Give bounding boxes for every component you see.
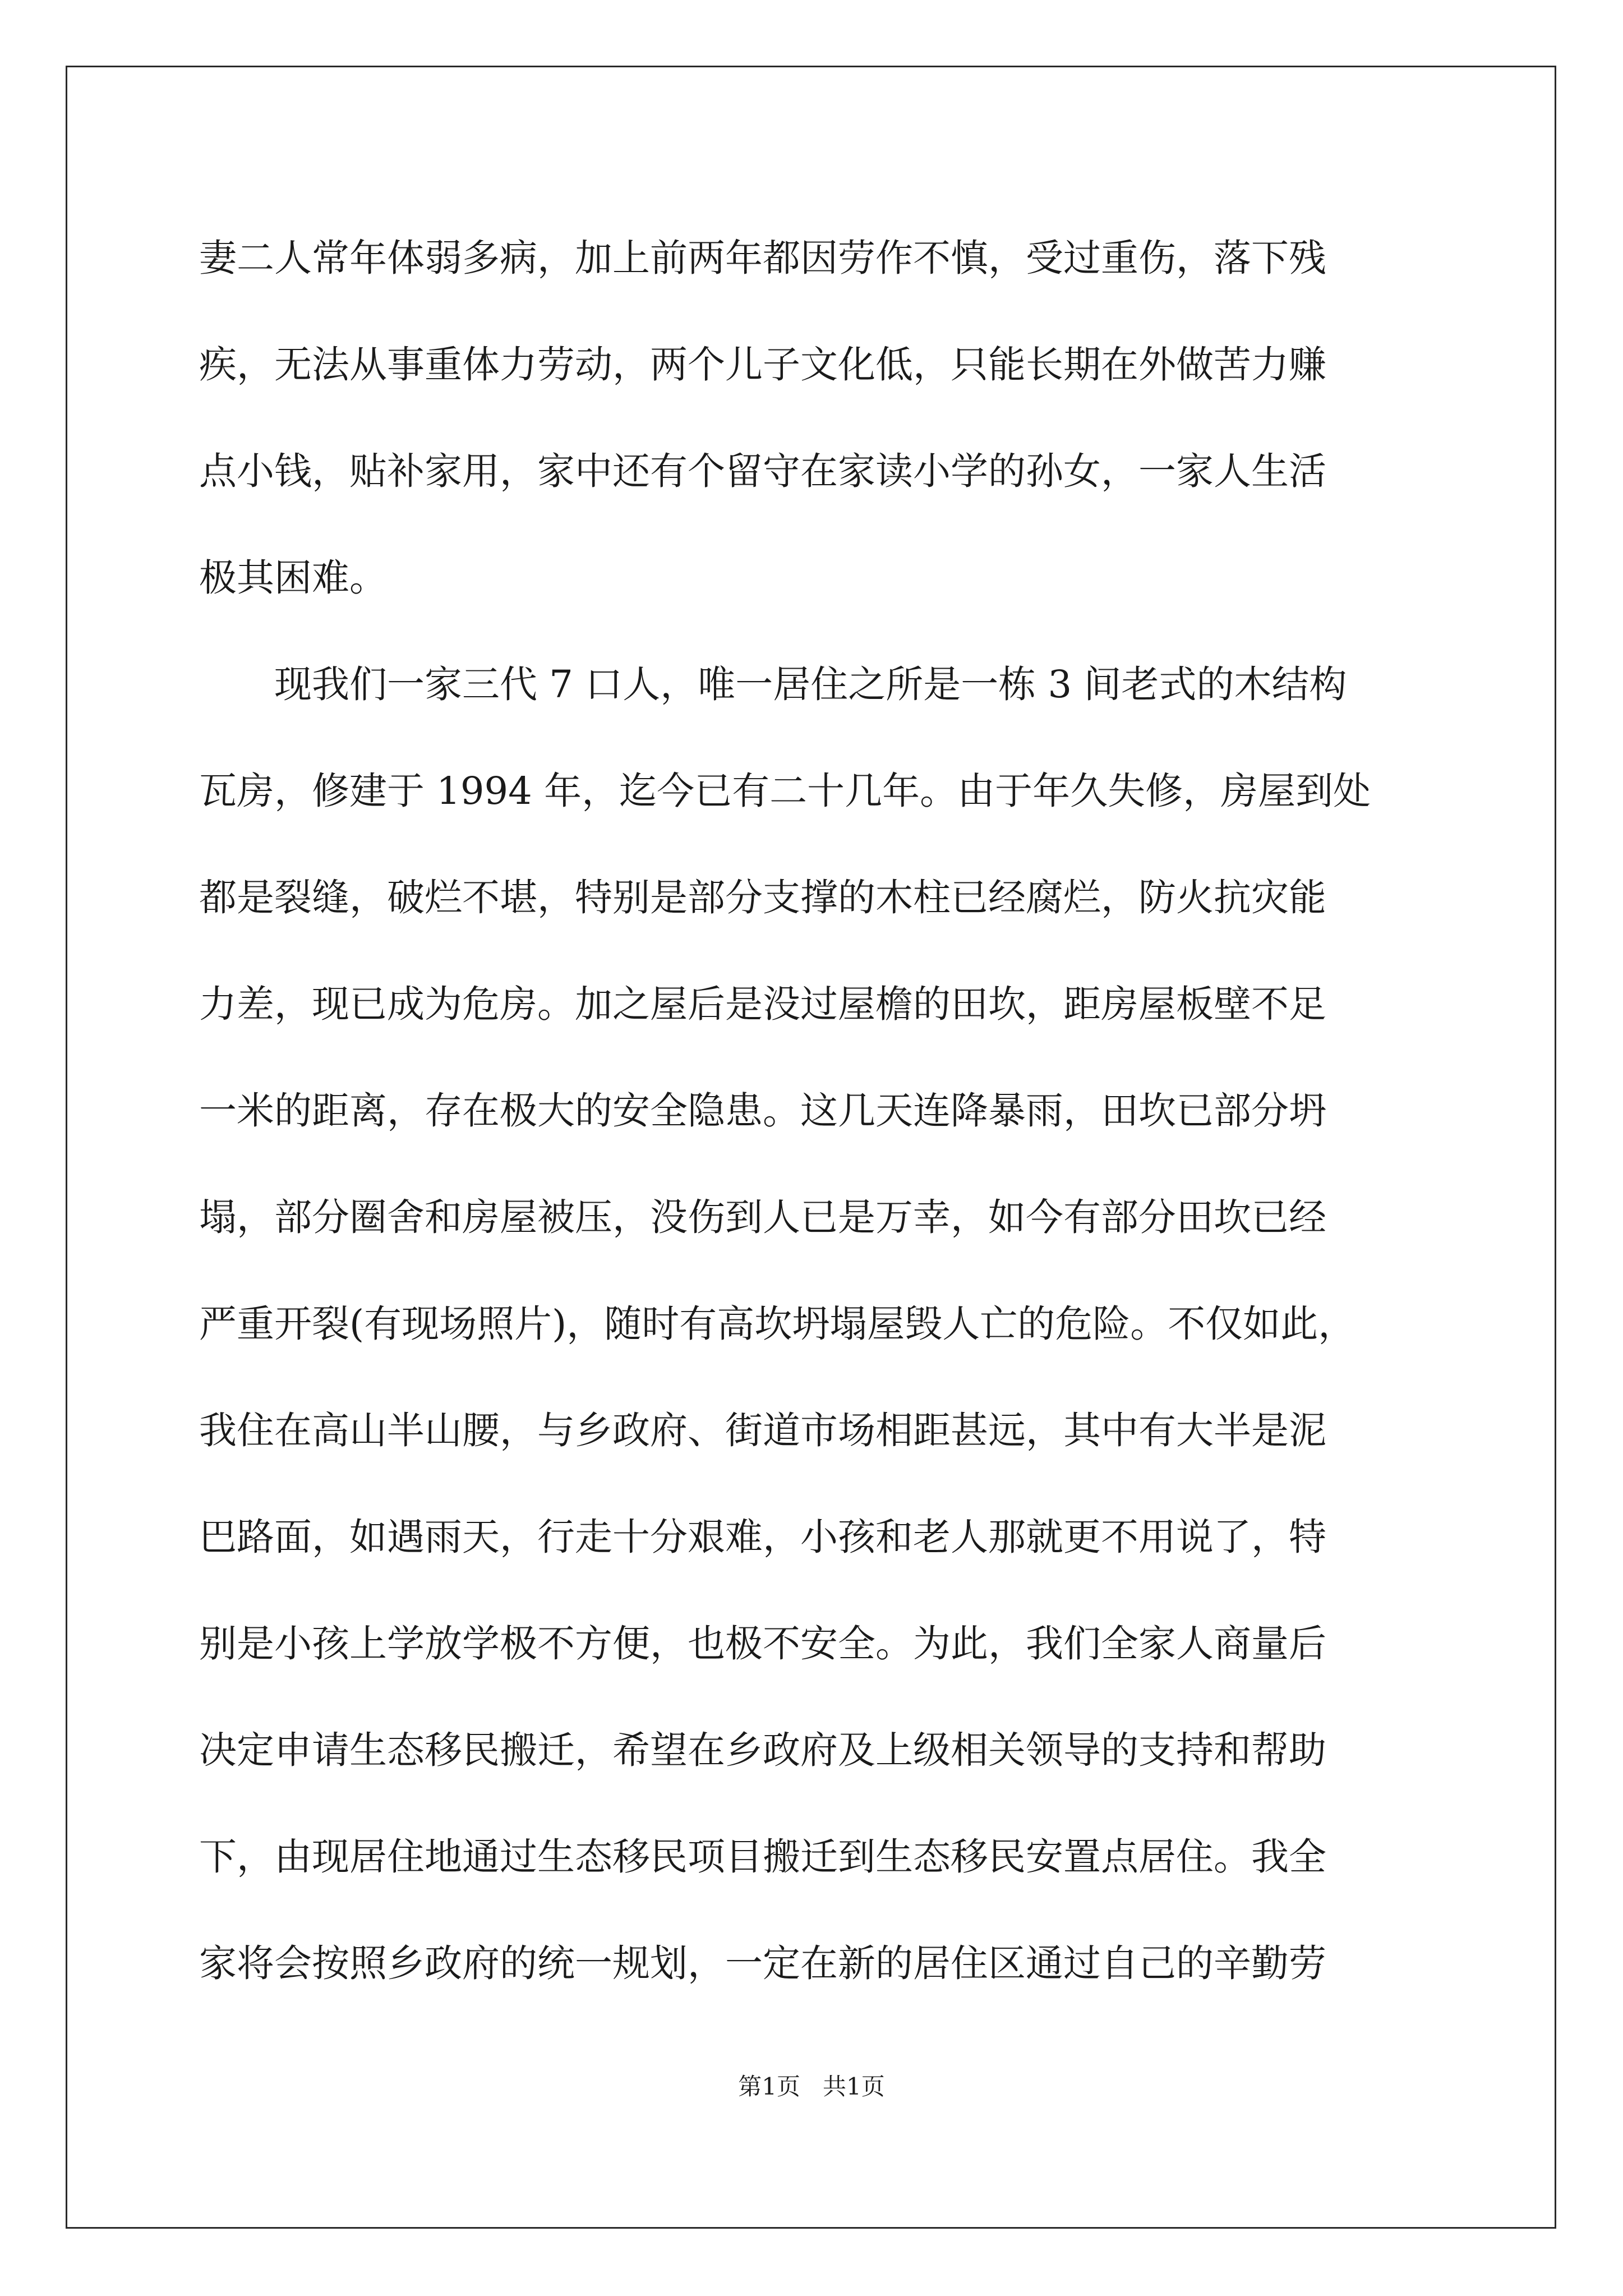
text-line: 一米的距离，存在极大的安全隐患。这几天连降暴雨，田坎已部分坍 — [199, 1089, 1326, 1133]
text-line: 极其困难。 — [199, 556, 387, 600]
text-line: 塌，部分圈舍和房屋被压，没伤到人已是万幸，如今有部分田坎已经 — [199, 1195, 1326, 1239]
text-line: 家将会按照乡政府的统一规划，一定在新的居住区通过自己的辛勤劳 — [199, 1941, 1326, 1985]
text-line: 严重开裂(有现场照片)，随时有高坎坍塌屋毁人亡的危险。不仅如此， — [199, 1302, 1356, 1346]
text-line: 疾，无法从事重体力劳动，两个儿子文化低，只能长期在外做苦力赚 — [199, 343, 1326, 386]
text-line: 巴路面，如遇雨天，行走十分艰难，小孩和老人那就更不用说了，特 — [199, 1515, 1326, 1559]
text-line: 瓦房，修建于 1994 年，迄今已有二十几年。由于年久失修，房屋到处 — [199, 769, 1371, 813]
text-line: 妻二人常年体弱多病，加上前两年都因劳作不慎，受过重伤，落下残 — [199, 236, 1326, 280]
text-line: 力差，现已成为危房。加之屋后是没过屋檐的田坎，距房屋板壁不足 — [199, 982, 1326, 1026]
text-line: 我住在高山半山腰，与乡政府、街道市场相距甚远，其中有大半是泥 — [199, 1409, 1326, 1452]
text-line: 决定申请生态移民搬迁，希望在乡政府及上级相关领导的支持和帮助 — [199, 1728, 1326, 1772]
text-line: 都是裂缝，破烂不堪，特别是部分支撑的木柱已经腐烂，防火抗灾能 — [199, 876, 1326, 919]
text-line: 别是小孩上学放学极不方便，也极不安全。为此，我们全家人商量后 — [199, 1622, 1326, 1665]
document-body — [199, 205, 1427, 2017]
text-line: 下，由现居住地通过生态移民项目搬迁到生态移民安置点居住。我全 — [199, 1835, 1326, 1879]
text-line: 现我们一家三代 7 口人，唯一居住之所是一栋 3 间老式的木结构 — [199, 662, 1347, 706]
text-line: 点小钱，贴补家用，家中还有个留守在家读小学的孙女，一家人生活 — [199, 449, 1326, 493]
page-footer: 第1页 共1页 — [738, 2073, 885, 2100]
